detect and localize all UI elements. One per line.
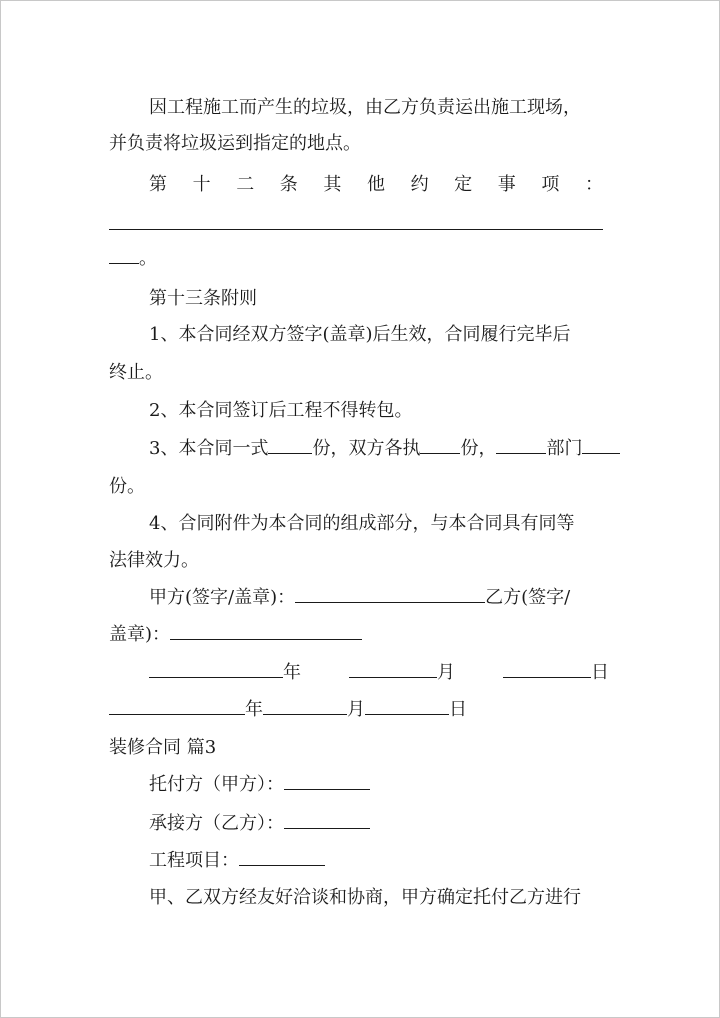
article-12-char: ： <box>584 174 603 195</box>
blank-line-article-12 <box>109 229 603 230</box>
month-label: 月 <box>437 662 455 683</box>
day-label: 日 <box>449 699 467 720</box>
blank-department <box>496 437 546 454</box>
item-3-line1 <box>149 437 620 461</box>
date-line-1 <box>149 661 609 685</box>
client-label: 托付方（甲方）： <box>149 774 284 795</box>
paragraph-garbage-line1: 因工程施工而产生的垃圾，由乙方负责运出施工现场， <box>149 97 581 118</box>
party-a-sign-blank <box>295 586 485 603</box>
blank-line-short <box>109 247 139 264</box>
party-a-sign-label: 甲方(签字/盖章)： <box>149 587 296 608</box>
item-3-text-b: 份，双方各执 <box>312 438 421 459</box>
article-12-char: 事 <box>497 174 516 195</box>
contractor-blank <box>284 812 370 829</box>
article-12-char: 约 <box>410 174 429 195</box>
year-label: 年 <box>283 662 301 683</box>
day-blank <box>503 661 591 678</box>
year-label: 年 <box>245 699 263 720</box>
signature-line <box>149 586 570 610</box>
article-12-char: 项 <box>541 174 560 195</box>
client-blank <box>284 773 370 790</box>
party-b-sign-blank <box>170 623 362 640</box>
article-12-char: 条 <box>279 174 298 195</box>
blank-copies-each <box>420 437 460 454</box>
article-13-title: 第十三条附则 <box>149 288 257 309</box>
blank-copies-total <box>268 437 312 454</box>
article-12-char: 他 <box>366 174 385 195</box>
article-12-heading <box>149 173 603 197</box>
item-1-line1: 1、本合同经双方签字(盖章)后生效，合同履行完毕后 <box>149 324 571 345</box>
article-12-char: 十 <box>192 174 211 195</box>
item-4-line1: 4、合同附件为本合同的组成部分，与本合同具有同等 <box>149 513 575 534</box>
year-blank <box>109 698 245 715</box>
party-b-sign-label-b: 盖章)： <box>109 624 171 645</box>
item-3-text-c: 份， <box>460 438 497 459</box>
section-heading: 装修合同 篇3 <box>109 737 217 758</box>
item-4-line2: 法律效力。 <box>109 550 199 571</box>
blank-department-copies <box>582 437 620 454</box>
article-12-char: 其 <box>323 174 342 195</box>
article-12-char: 二 <box>236 174 255 195</box>
paragraph-garbage-line2: 并负责将垃圾运到指定的地点。 <box>109 133 361 154</box>
day-label: 日 <box>591 662 609 683</box>
project-label: 工程项目： <box>149 850 239 871</box>
project-line <box>149 849 325 873</box>
client-line <box>149 773 370 797</box>
date-line-2 <box>109 698 467 722</box>
contractor-label: 承接方（乙方）： <box>149 813 284 834</box>
article-12-char: 定 <box>454 174 473 195</box>
contractor-line <box>149 812 370 836</box>
item-3-text-a: 3、本合同一式 <box>149 438 269 459</box>
item-3-text-d: 部门 <box>546 438 583 459</box>
project-blank <box>239 849 325 866</box>
article-12-period: 。 <box>139 248 157 269</box>
month-blank <box>263 698 347 715</box>
party-b-sign-label-a: 乙方(签字/ <box>485 587 571 608</box>
month-blank <box>349 661 437 678</box>
day-blank <box>365 698 449 715</box>
year-blank <box>149 661 283 678</box>
intro-paragraph: 甲、乙双方经友好洽谈和协商，甲方确定托付乙方进行 <box>149 887 581 908</box>
article-12-end <box>109 247 157 271</box>
signature-line-2 <box>109 623 362 647</box>
item-2: 2、本合同签订后工程不得转包。 <box>149 400 413 421</box>
article-12-char: 第 <box>149 174 167 195</box>
item-3-line2: 份。 <box>109 476 145 497</box>
month-label: 月 <box>347 699 365 720</box>
item-1-line2: 终止。 <box>109 362 163 383</box>
